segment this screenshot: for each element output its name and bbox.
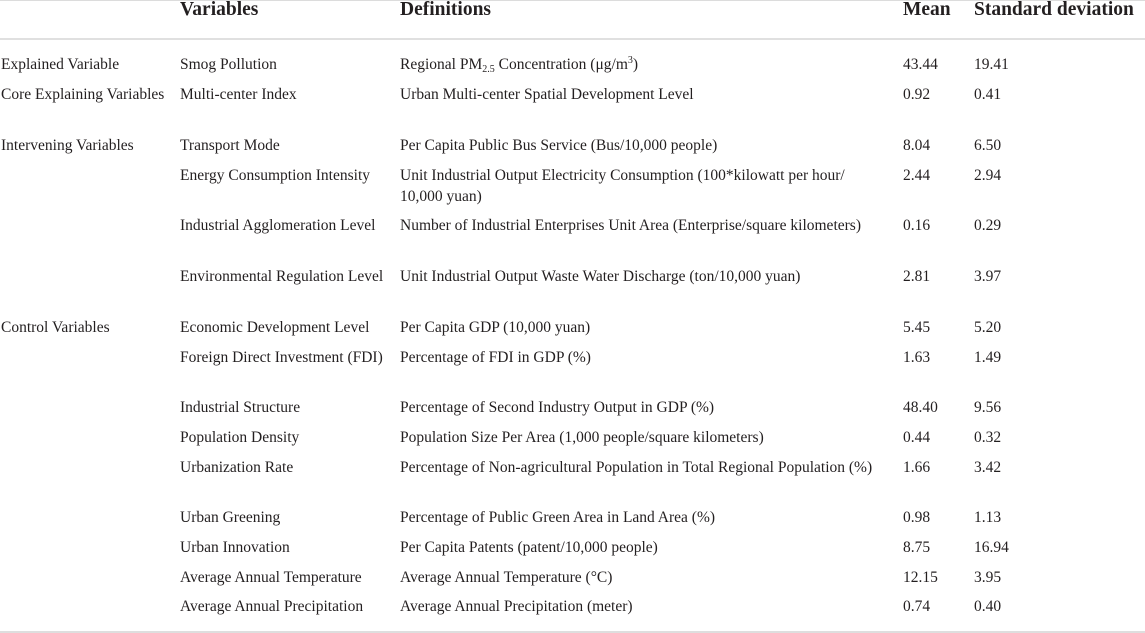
mean-cell: 8.75 (903, 539, 931, 556)
mean-cell: 0.16 (903, 217, 931, 234)
group-cell: Control Variables (1, 319, 110, 336)
sd-cell: 0.29 (974, 217, 1002, 234)
table-row (0, 584, 1145, 614)
variable-cell: Urbanization Rate (180, 459, 294, 476)
mean-cell: 1.63 (903, 349, 931, 366)
group-cell: Core Explaining Variables (1, 86, 165, 103)
mean-cell: 2.44 (903, 167, 931, 184)
table-row (0, 555, 1145, 584)
mean-cell: 0.92 (903, 86, 931, 103)
mean-cell: 1.66 (903, 459, 931, 476)
table-row (0, 305, 1145, 335)
variable-cell: Foreign Direct Investment (FDI) (180, 349, 383, 366)
variable-cell: Urban Innovation (180, 539, 290, 556)
table-row (0, 203, 1145, 254)
group-cell: Explained Variable (1, 56, 120, 73)
definition-cell: Average Annual Precipitation (meter) (400, 598, 633, 615)
superscript-text: 3 (627, 55, 633, 66)
variable-cell: Average Annual Temperature (180, 569, 362, 586)
header-standard-deviation: Standard deviation (974, 0, 1134, 20)
table-row (0, 72, 1145, 123)
sd-cell: 3.95 (974, 569, 1002, 586)
table-row (0, 495, 1145, 525)
definition-cell: Percentage of FDI in GDP (%) (400, 349, 591, 366)
definition-cell: Per Capita Patents (patent/10,000 people) (400, 539, 658, 556)
sd-cell: 0.32 (974, 429, 1002, 446)
sd-cell: 5.20 (974, 319, 1002, 336)
sd-cell: 1.49 (974, 349, 1002, 366)
variable-cell: Urban Greening (180, 509, 281, 526)
variable-cell: Average Annual Precipitation (180, 598, 364, 615)
variable-cell: Environmental Regulation Level (180, 268, 384, 285)
mean-cell: 0.74 (903, 598, 931, 615)
table-row (0, 415, 1145, 445)
definition-cell: Unit Industrial Output Waste Water Discharge (ton/10,000 yuan) (400, 268, 801, 285)
definition-cell: Number of Industrial Enterprises Unit Area (Enterprise/square kilometers) (400, 217, 861, 234)
variable-cell: Smog Pollution (180, 56, 277, 73)
sd-cell: 16.94 (974, 539, 1009, 556)
table-row (0, 335, 1145, 385)
definition-cell: Urban Multi-center Spatial Development Level (400, 86, 694, 103)
sd-cell: 19.41 (974, 56, 1009, 73)
definition-cell: Average Annual Temperature (°C) (400, 569, 613, 586)
sd-cell: 2.94 (974, 167, 1002, 184)
definition-text-end: ) (632, 56, 639, 73)
definition-cell: Percentage of Public Green Area in Land Area (%) (400, 509, 716, 526)
header-definitions: Definitions (400, 0, 492, 20)
table-row (0, 123, 1145, 153)
mean-cell: 0.98 (903, 509, 931, 526)
table-body (0, 42, 1145, 614)
table-row (0, 42, 1145, 75)
variable-cell: Economic Development Level (180, 319, 370, 336)
sd-cell: 0.41 (974, 86, 1002, 103)
definition-cell: Population Size Per Area (1,000 people/square kilometers) (400, 429, 764, 446)
variable-cell: Industrial Agglomeration Level (180, 217, 376, 234)
subscript-text: 2.5 (482, 64, 495, 75)
mean-cell: 43.44 (903, 56, 938, 73)
variable-cell: Energy Consumption Intensity (180, 167, 371, 184)
variable-cell: Transport Mode (180, 137, 280, 154)
mean-cell: 12.15 (903, 569, 938, 586)
variable-cell: Population Density (180, 429, 300, 446)
definition-text-middle: Concentration (μg/m (494, 56, 628, 73)
table-row (0, 525, 1145, 555)
definition-cell: Percentage of Second Industry Output in GDP (%) (400, 399, 715, 416)
table-row (0, 445, 1145, 495)
mean-cell: 0.44 (903, 429, 931, 446)
header-variables: Variables (180, 0, 259, 20)
mean-cell: 8.04 (903, 137, 931, 154)
mean-cell: 5.45 (903, 319, 931, 336)
definition-cell: Unit Industrial Output Electricity Consumption (100*kilowatt per hour/ 10,000 yuan) (400, 167, 845, 205)
mean-cell: 48.40 (903, 399, 938, 416)
sd-cell: 0.40 (974, 598, 1002, 615)
definition-cell: Per Capita GDP (10,000 yuan) (400, 319, 591, 336)
definition-cell: Per Capita Public Bus Service (Bus/10,000 people) (400, 137, 718, 154)
variable-cell: Multi-center Index (180, 86, 297, 103)
sd-cell: 1.13 (974, 509, 1002, 526)
table-row (0, 254, 1145, 305)
sd-cell: 9.56 (974, 399, 1002, 416)
table-header (0, 0, 1145, 40)
table-row (0, 385, 1145, 415)
mean-cell: 2.81 (903, 268, 931, 285)
sd-cell: 3.42 (974, 459, 1002, 476)
group-cell: Intervening Variables (1, 137, 134, 154)
variable-cell: Industrial Structure (180, 399, 301, 416)
header-mean: Mean (903, 0, 951, 20)
sd-cell: 6.50 (974, 137, 1002, 154)
definition-text-start: Regional PM (400, 56, 483, 73)
sd-cell: 3.97 (974, 268, 1002, 285)
definition-cell: Percentage of Non-agricultural Population in Total Regional Population (%) (400, 459, 873, 476)
table-row (0, 153, 1145, 203)
